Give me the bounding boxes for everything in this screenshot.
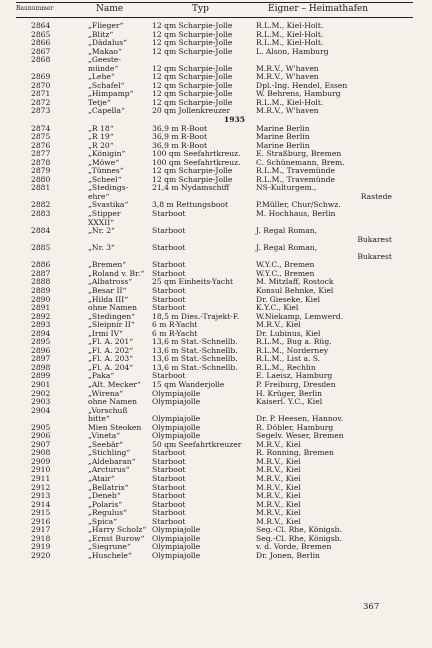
row-type: Olympiajolle	[152, 414, 201, 424]
row-type: Olympiajolle	[152, 397, 201, 407]
row-type: 15 qm Wanderjolle	[152, 379, 225, 389]
table-row	[16, 543, 413, 552]
table-row	[16, 261, 413, 270]
row-name: „Polaris“	[88, 499, 123, 509]
row-nr: 2869	[31, 72, 51, 82]
row-nr: 2872	[31, 97, 51, 107]
row-type: 12 qm Scharpie-Jolle	[152, 29, 233, 39]
row-nr: 2873	[31, 106, 51, 116]
table-row	[16, 509, 413, 518]
row-owner: R.L.M., Rechlin	[256, 362, 316, 372]
row-name: „Himpamp“	[88, 89, 134, 99]
table-row	[16, 321, 413, 330]
row-owner: R. Döbler, Hamburg	[256, 422, 334, 432]
row-type: Starboot	[152, 243, 186, 253]
row-nr: 2879	[31, 166, 51, 176]
row-type: Starboot	[152, 448, 186, 458]
row-name: „Stipper	[88, 209, 121, 219]
row-owner: M.R.V., Kiel	[256, 499, 301, 509]
row-owner: R.L.M., Travemünde	[256, 166, 335, 176]
table-row	[16, 407, 413, 416]
row-nr: 2914	[31, 499, 51, 509]
row-name: „Atair“	[88, 473, 115, 483]
row-nr: 2875	[31, 132, 51, 142]
row-type: 100 qm Seefahrtkreuz.	[152, 149, 241, 159]
table-row	[16, 287, 413, 296]
row-owner: M.R.V., W'haven	[256, 106, 319, 116]
row-name: „R 20“	[88, 140, 114, 150]
row-name: „Fl. A. 204“	[88, 362, 134, 372]
row-owner: Dr. P. Heesen, Hannov.	[256, 414, 344, 424]
row-nr: 2890	[31, 294, 51, 304]
boat-table	[16, 22, 413, 560]
row-name: „Geeste-	[88, 55, 121, 65]
row-owner: R.L.M., Travemünde	[256, 174, 335, 184]
row-name: „Regulus“	[88, 508, 127, 518]
row-name: „Ernst Burow“	[88, 533, 145, 543]
table-row	[16, 552, 413, 561]
row-owner: E. Laeisz, Hamburg	[256, 371, 333, 381]
row-nr: 2902	[31, 388, 51, 398]
row-nr: 2908	[31, 448, 51, 458]
row-type: Starboot	[152, 465, 186, 475]
table-row	[16, 475, 413, 484]
table-row	[16, 458, 413, 467]
table-row	[16, 107, 413, 116]
row-nr: 2909	[31, 456, 51, 466]
row-owner: W.Niekamp, Lemwerd.	[256, 311, 344, 321]
row-type: Starboot	[152, 491, 186, 501]
table-row	[16, 364, 413, 373]
row-name: „Hilda III“	[88, 294, 129, 304]
table-row	[16, 526, 413, 535]
row-name: „Sleipnir II“	[88, 320, 135, 330]
row-name: „Seebär“	[88, 439, 124, 449]
row-owner: Marine Berlin	[256, 132, 310, 142]
row-type: 20 qm Jollenkreuzer	[152, 106, 231, 116]
row-type: Starboot	[152, 260, 186, 270]
row-nr: 2885	[31, 243, 51, 253]
row-nr: 2898	[31, 362, 51, 372]
table-row	[16, 184, 413, 193]
row-owner: M.R.V., W'haven	[256, 63, 319, 73]
table-row	[16, 253, 413, 262]
table-row	[16, 390, 413, 399]
row-owner: M.R.V., Kiel	[256, 439, 301, 449]
row-name: „Fl. A. 201“	[88, 337, 134, 347]
row-name: „Vineta“	[88, 431, 121, 441]
row-name: ohne Namen	[88, 397, 138, 407]
row-type: Starboot	[152, 508, 186, 518]
row-nr: 2896	[31, 345, 51, 355]
row-owner: Konsul Behnke, Kiel	[256, 285, 334, 295]
row-nr: 2918	[31, 533, 51, 543]
row-name: „Königin“	[88, 149, 126, 159]
row-name: „Stichling“	[88, 448, 131, 458]
row-owner: M. Mitzlaff, Rostock	[256, 277, 334, 287]
row-nr: 2911	[31, 473, 51, 483]
row-name: „Capella“	[88, 106, 125, 116]
row-type: 12 qm Scharpie-Jolle	[152, 166, 233, 176]
row-type: Olympiajolle	[152, 533, 201, 543]
row-name: „Alt. Mecker“	[88, 379, 141, 389]
row-name: ohne Namen	[88, 303, 138, 313]
row-nr: 2866	[31, 38, 51, 48]
row-nr: 2881	[31, 183, 51, 193]
row-name: „Schafel“	[88, 80, 125, 90]
row-nr: 2920	[31, 550, 51, 560]
row-owner: M.R.V., Kiel	[256, 456, 301, 466]
table-row	[16, 296, 413, 305]
row-owner: M.R.V., Kiel	[256, 465, 301, 475]
row-owner: Seg.-Cl. Rhe, Königsb.	[256, 525, 342, 535]
row-name: „Makao“	[88, 46, 122, 56]
row-name: „Paka“	[88, 371, 115, 381]
row-owner: H. Krüger, Berlin	[256, 388, 323, 398]
row-nr: 2912	[31, 482, 51, 492]
row-name: „Tünnes“	[88, 166, 124, 176]
header-owner: Eigner – Heimathafen	[268, 4, 369, 14]
table-row	[16, 219, 413, 228]
row-nr: 2876	[31, 140, 51, 150]
row-owner: Dpl.-Ing. Hendel, Essen	[256, 80, 348, 90]
row-owner: Segelv. Weser, Bremen	[256, 431, 344, 441]
row-owner: J. Regal Roman,	[256, 243, 318, 253]
header-name: Name	[96, 4, 124, 14]
year-heading-label: 1935	[223, 115, 246, 125]
row-owner: v. d. Vorde, Bremen	[256, 542, 332, 552]
table-row	[16, 449, 413, 458]
row-type: Starboot	[152, 226, 186, 236]
row-nr: 2904	[31, 405, 51, 415]
row-name: „Huschele“	[88, 550, 132, 560]
row-owner: M. Hochhaus, Berlin	[256, 209, 336, 219]
row-nr: 2917	[31, 525, 51, 535]
row-owner: R.L.M., List a. S.	[256, 354, 321, 364]
row-owner: P. Freiburg, Dresden	[256, 379, 336, 389]
header-typ: Typ	[192, 4, 209, 14]
row-type: 13,6 m Stat.-Schnellb.	[152, 362, 238, 372]
row-owner: W.Y.C., Bremen	[256, 260, 315, 270]
row-type: 3,8 m Rettungsboot	[152, 200, 229, 210]
row-owner: R.L.M., Kiel-Holt.	[256, 97, 324, 107]
row-name: „Spica“	[88, 516, 118, 526]
header-rule-bottom	[16, 17, 413, 18]
row-name: XXXII“	[88, 217, 115, 227]
row-type: 36,9 m R-Boot	[152, 123, 207, 133]
row-nr: 2897	[31, 354, 51, 364]
row-name: „Nr. 3“	[88, 243, 115, 253]
row-nr: 2899	[31, 371, 51, 381]
row-owner: M.R.V., Kiel	[256, 482, 301, 492]
row-owner: M.R.V., Kiel	[256, 491, 301, 501]
row-owner: R. Ronning, Bremen	[256, 448, 334, 458]
row-owner: Dr. Gieseke, Kiel	[256, 294, 321, 304]
row-name: „Albatross“	[88, 277, 133, 287]
row-nr: 2889	[31, 285, 51, 295]
row-nr: 2888	[31, 277, 51, 287]
row-name: „Fl. A. 203“	[88, 354, 134, 364]
row-type: Olympiajolle	[152, 550, 201, 560]
table-row	[16, 501, 413, 510]
row-nr: 2894	[31, 328, 51, 338]
row-type: Starboot	[152, 285, 186, 295]
row-nr: 2903	[31, 397, 51, 407]
table-row	[16, 201, 413, 210]
table-row	[16, 133, 413, 142]
row-nr: 2891	[31, 303, 51, 313]
table-row	[16, 210, 413, 219]
row-nr: 2886	[31, 260, 51, 270]
row-nr: 2905	[31, 422, 51, 432]
row-owner: Dr. Lubinus, Kiel	[256, 328, 321, 338]
row-owner: M.R.V., Kiel	[256, 473, 301, 483]
row-type: Starboot	[152, 473, 186, 483]
table-row	[16, 535, 413, 544]
row-type: 13,6 m Stat.-Schnellb.	[152, 345, 238, 355]
row-type: 13,6 m Stat.-Schnellb.	[152, 354, 238, 364]
row-name: „Stedings-	[88, 183, 129, 193]
row-name: „Bremen“	[88, 260, 127, 270]
row-nr: 2892	[31, 311, 51, 321]
table-row	[16, 484, 413, 493]
row-owner: C. Schünemann, Brem.	[256, 157, 345, 167]
row-name: „Siegrune“	[88, 542, 131, 552]
row-nr: 2919	[31, 542, 51, 552]
row-nr: 2864	[31, 21, 51, 30]
row-type: Starboot	[152, 482, 186, 492]
table-row	[16, 398, 413, 407]
row-nr: 2868	[31, 55, 51, 65]
row-owner-cont: Rastede	[360, 191, 392, 201]
row-name: ehre“	[88, 191, 110, 201]
year-heading	[16, 116, 413, 125]
table-row	[16, 125, 413, 134]
header-nr: Baunummer	[16, 5, 54, 12]
row-type: 25 qm Einheits-Yacht	[152, 277, 234, 287]
row-owner: M.R.V., Kiel	[256, 320, 301, 330]
table-row	[16, 236, 413, 245]
row-owner: P.Müller, Chur/Schwz.	[256, 200, 341, 210]
row-type: Starboot	[152, 209, 186, 219]
row-nr: 2883	[31, 209, 51, 219]
row-owner: E. Straßburg, Bremen	[256, 149, 342, 159]
row-owner: J. Regal Roman,	[256, 226, 318, 236]
row-name: „Irmi IV“	[88, 328, 123, 338]
table-row	[16, 492, 413, 501]
table-row	[16, 244, 413, 253]
table-row	[16, 381, 413, 390]
row-type: 12 qm Scharpie-Jolle	[152, 174, 233, 184]
row-type: Olympiajolle	[152, 422, 201, 432]
row-nr: 2906	[31, 431, 51, 441]
row-type: Olympiajolle	[152, 388, 201, 398]
row-type: 12 qm Scharpie-Jolle	[152, 80, 233, 90]
row-name: „Dädalus“	[88, 38, 128, 48]
row-owner: R.L.M., Kiel-Holt.	[256, 21, 324, 30]
row-name: „Lehe“	[88, 72, 115, 82]
row-nr: 2884	[31, 226, 51, 236]
table-row	[16, 518, 413, 527]
row-owner: R.L.M., Kiel-Holt.	[256, 38, 324, 48]
row-type: Starboot	[152, 303, 186, 313]
row-type: 13,6 m Stat.-Schnellb.	[152, 337, 238, 347]
row-nr: 2874	[31, 123, 51, 133]
table-row	[16, 278, 413, 287]
row-nr: 2915	[31, 508, 51, 518]
row-owner: Kaiserl. Y.C., Kiel	[256, 397, 323, 407]
row-type: 100 qm Seefahrtkreuz.	[152, 157, 241, 167]
row-name: „Roland v. Br.“	[88, 268, 145, 278]
row-type: Olympiajolle	[152, 542, 201, 552]
row-nr: 2913	[31, 491, 51, 501]
row-name: „R 19“	[88, 132, 114, 142]
row-owner: M.R.V., W'haven	[256, 72, 319, 82]
row-owner: R.L.M., Norderney	[256, 345, 329, 355]
row-type: 18,5 m Dies.-Trajekt-F.	[152, 311, 240, 321]
row-owner: K.Y.C., Kiel	[256, 303, 299, 313]
row-nr: 2916	[31, 516, 51, 526]
row-type: 6 m R-Yacht	[152, 320, 198, 330]
row-name: „Aldebaran“	[88, 456, 136, 466]
row-name: „Arcturus“	[88, 465, 130, 475]
row-owner: Marine Berlin	[256, 123, 310, 133]
row-nr: 2870	[31, 80, 51, 90]
row-type: Olympiajolle	[152, 525, 201, 535]
row-nr: 2887	[31, 268, 51, 278]
row-nr: 2910	[31, 465, 51, 475]
row-owner-cont: Bukarest	[357, 251, 392, 261]
row-owner: M.R.V., Kiel	[256, 516, 301, 526]
row-type: 12 qm Scharpie-Jolle	[152, 72, 233, 82]
row-owner: Dr. Jonen, Berlin	[256, 550, 320, 560]
table-row	[16, 415, 413, 424]
row-name: „Wirena“	[88, 388, 124, 398]
row-owner: Marine Berlin	[256, 140, 310, 150]
row-nr: 2877	[31, 149, 51, 159]
row-name: „Möwe“	[88, 157, 120, 167]
row-type: 36,9 m R-Boot	[152, 132, 207, 142]
row-type: 12 qm Scharpie-Jolle	[152, 97, 233, 107]
row-owner: W. Behrens, Hamburg	[256, 89, 341, 99]
row-type: 12 qm Scharpie-Jolle	[152, 38, 233, 48]
row-nr: 2901	[31, 379, 51, 389]
row-nr: 2893	[31, 320, 51, 330]
table-row	[16, 466, 413, 475]
row-owner: L. Alson, Hamburg	[256, 46, 329, 56]
row-name: „Flieger“	[88, 21, 124, 30]
row-owner-cont: Bukarest	[357, 234, 392, 244]
page-number: 367	[363, 602, 380, 612]
row-nr: 2895	[31, 337, 51, 347]
row-name: „Vorschuß	[88, 405, 128, 415]
row-nr: 2865	[31, 29, 51, 39]
row-nr: 2907	[31, 439, 51, 449]
row-type: 12 qm Scharpie-Jolle	[152, 21, 233, 30]
row-name: „Stedingen“	[88, 311, 135, 321]
row-name: „R 18“	[88, 123, 114, 133]
row-name: münde“	[88, 63, 119, 73]
row-nr: 2880	[31, 174, 51, 184]
row-type: 12 qm Scharpie-Jolle	[152, 89, 233, 99]
row-type: Starboot	[152, 268, 186, 278]
row-nr: 2871	[31, 89, 51, 99]
row-type: 50 qm Seefahrtkreuzer	[152, 439, 242, 449]
table-row	[16, 441, 413, 450]
row-owner: Seg.-Cl. Rhe, Königsb.	[256, 533, 342, 543]
row-name: „Fl. A. 202“	[88, 345, 134, 355]
row-owner: R.L.M., Kiel-Holt.	[256, 29, 324, 39]
row-owner: W.Y.C., Bremen	[256, 268, 315, 278]
row-type: 12 qm Scharpie-Jolle	[152, 63, 233, 73]
row-type: Starboot	[152, 371, 186, 381]
table-row	[16, 424, 413, 433]
row-name: „Harry Scholz“	[88, 525, 147, 535]
row-name: „Bellatrix“	[88, 482, 129, 492]
row-name: „Blitz“	[88, 29, 114, 39]
row-name: „Nr. 2“	[88, 226, 115, 236]
row-name: Tetje“	[88, 97, 111, 107]
row-type: Starboot	[152, 499, 186, 509]
row-owner: R.L.M., Bug a. Rüg.	[256, 337, 332, 347]
row-name: Mien Steoken	[88, 422, 142, 432]
row-owner: NS-Kulturgem.,	[256, 183, 317, 193]
row-type: Starboot	[152, 294, 186, 304]
row-name: „Deneb“	[88, 491, 121, 501]
row-nr: 2867	[31, 46, 51, 56]
row-type: Starboot	[152, 516, 186, 526]
row-type: 36,9 m R-Boot	[152, 140, 207, 150]
table-row	[16, 48, 413, 57]
row-type: 6 m R-Yacht	[152, 328, 198, 338]
row-nr: 2878	[31, 157, 51, 167]
row-type: Olympiajolle	[152, 431, 201, 441]
table-row	[16, 313, 413, 322]
row-name: „Svastika“	[88, 200, 129, 210]
row-type: 12 qm Scharpie-Jolle	[152, 46, 233, 56]
row-type: 21,4 m Nydamschiff	[152, 183, 230, 193]
row-name: bitte“	[88, 414, 110, 424]
row-owner: M.R.V., Kiel	[256, 508, 301, 518]
row-name: „Scheel“	[88, 174, 122, 184]
row-name: „Besar II“	[88, 285, 127, 295]
row-nr: 2882	[31, 200, 51, 210]
table-header	[16, 2, 413, 16]
row-type: Starboot	[152, 456, 186, 466]
table-row	[16, 227, 413, 236]
